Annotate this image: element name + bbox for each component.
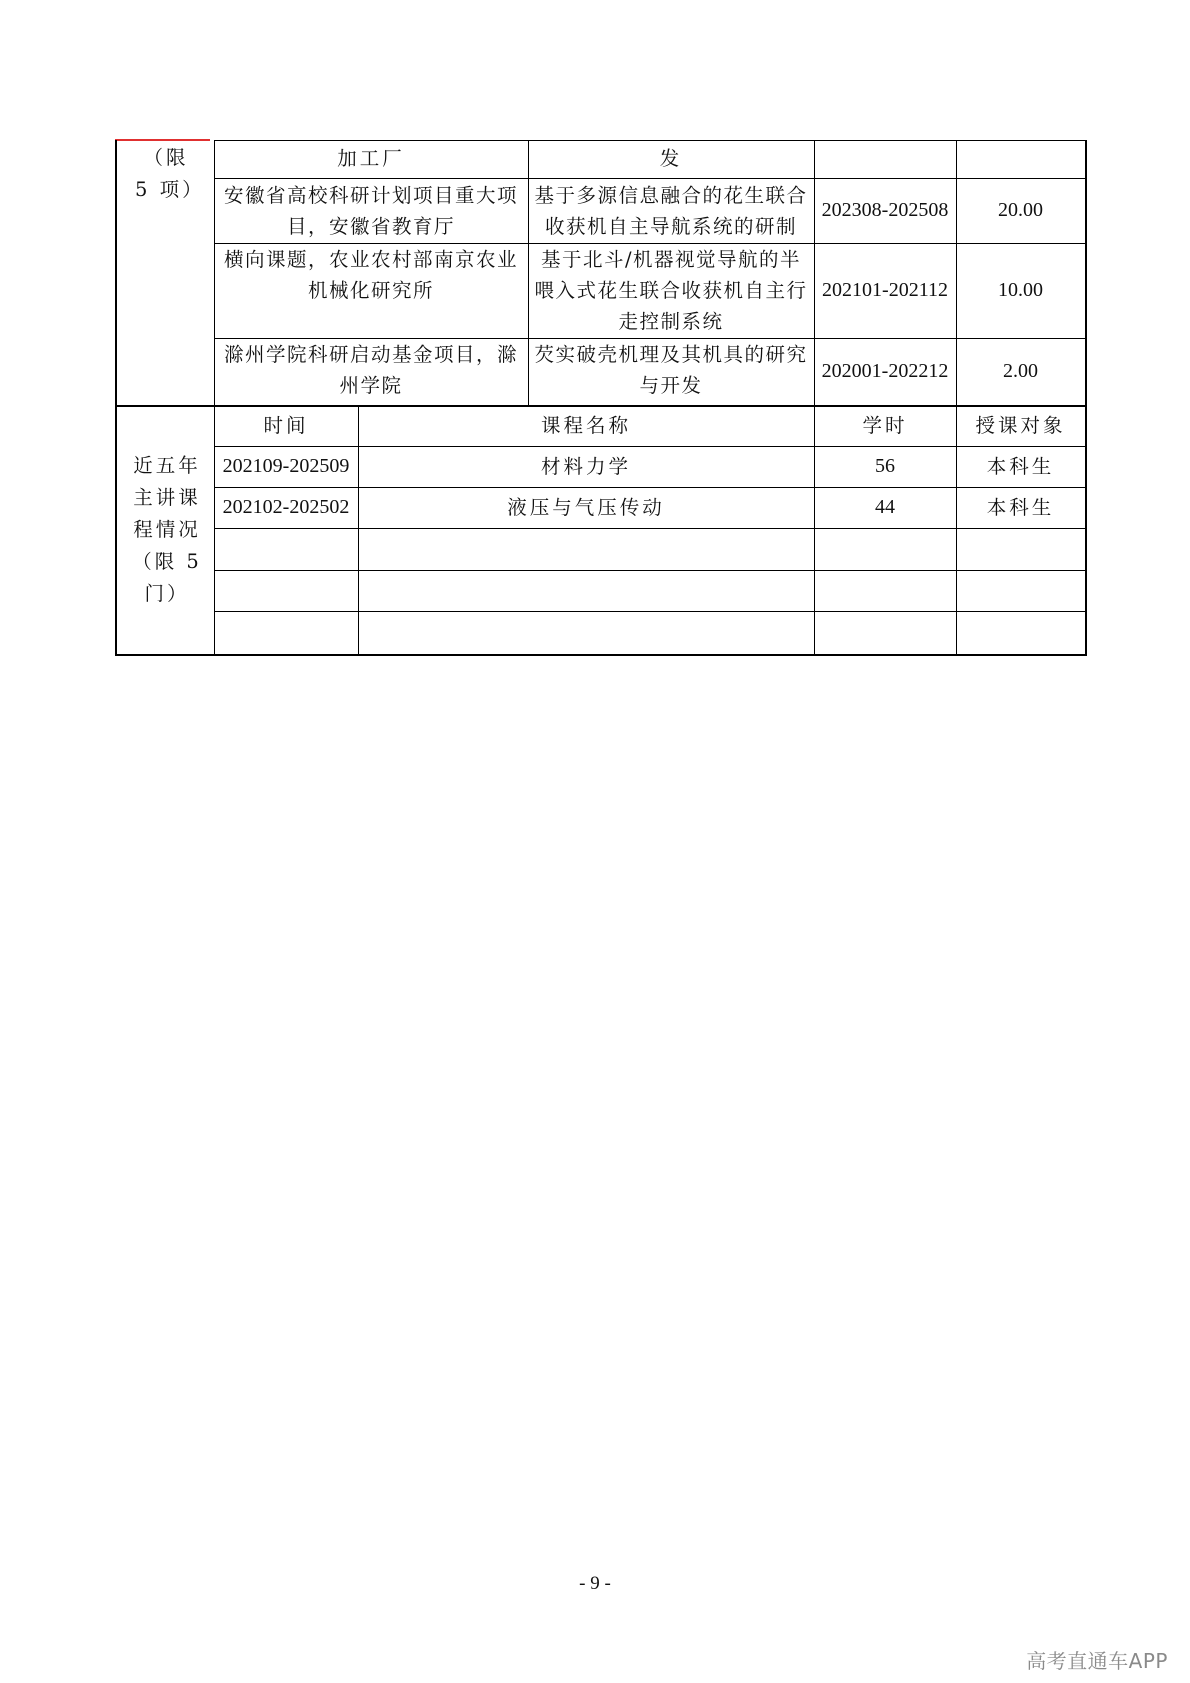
course-hours: [814, 528, 956, 570]
course-audience: [956, 570, 1085, 611]
course-hours: [814, 611, 956, 654]
watermark-text: 高考直通车APP: [1026, 1649, 1168, 1673]
course-time: [214, 528, 358, 570]
course-name: 液压与气压传动: [507, 495, 665, 519]
course-time-header: 时间: [263, 413, 309, 437]
project-source-header: 加工厂: [337, 147, 405, 170]
info-table: [115, 140, 1087, 656]
project-amount: 20.00: [998, 199, 1043, 221]
project-name: 基于北斗/机器视觉导航的半喂入式花生联合收获机自主行走控制系统: [534, 248, 808, 333]
course-audience-header: 授课对象: [975, 413, 1066, 437]
project-period: 202001-202212: [821, 360, 949, 382]
project-amount: 2.00: [1003, 360, 1038, 382]
project-amount: 10.00: [998, 279, 1043, 301]
course-hours: 56: [875, 455, 895, 477]
project-name: 基于多源信息融合的花生联合收获机自主导航系统的研制: [534, 183, 808, 238]
course-audience: 本科生: [986, 454, 1055, 478]
page-number: - 9 -: [579, 1573, 611, 1594]
course-hours-header: 学时: [862, 413, 908, 437]
project-period: 202308-202508: [821, 199, 949, 221]
project-name-header: 发: [659, 147, 683, 170]
project-source: 滁州学院科研启动基金项目，滁州学院: [223, 343, 518, 397]
course-time: [214, 611, 358, 654]
course-hours: [814, 570, 956, 611]
projects-section-label: （限 5 项）: [135, 146, 205, 201]
course-time: 202109-202509: [222, 455, 350, 477]
course-name-header: 课程名称: [540, 413, 631, 437]
project-period: 202101-202112: [822, 279, 948, 301]
course-audience: [956, 611, 1085, 654]
project-source: 安徽省高校科研计划项目重大项目，安徽省教育厅: [223, 183, 518, 238]
project-source: 横向课题，农业农村部南京农业机械化研究所: [223, 248, 518, 302]
project-name: 芡实破壳机理及其机具的研究与开发: [534, 343, 808, 397]
course-time: 202102-202502: [222, 496, 350, 518]
course-hours: 44: [875, 496, 895, 518]
course-audience: [956, 528, 1085, 570]
course-name: [358, 611, 814, 654]
course-name: [358, 528, 814, 570]
course-name: 材料力学: [540, 454, 631, 478]
course-name: [358, 570, 814, 611]
course-time: [214, 570, 358, 611]
courses-section-label: 近五年主讲课程情况（限 5 门）: [132, 453, 202, 605]
course-audience: 本科生: [986, 495, 1055, 519]
